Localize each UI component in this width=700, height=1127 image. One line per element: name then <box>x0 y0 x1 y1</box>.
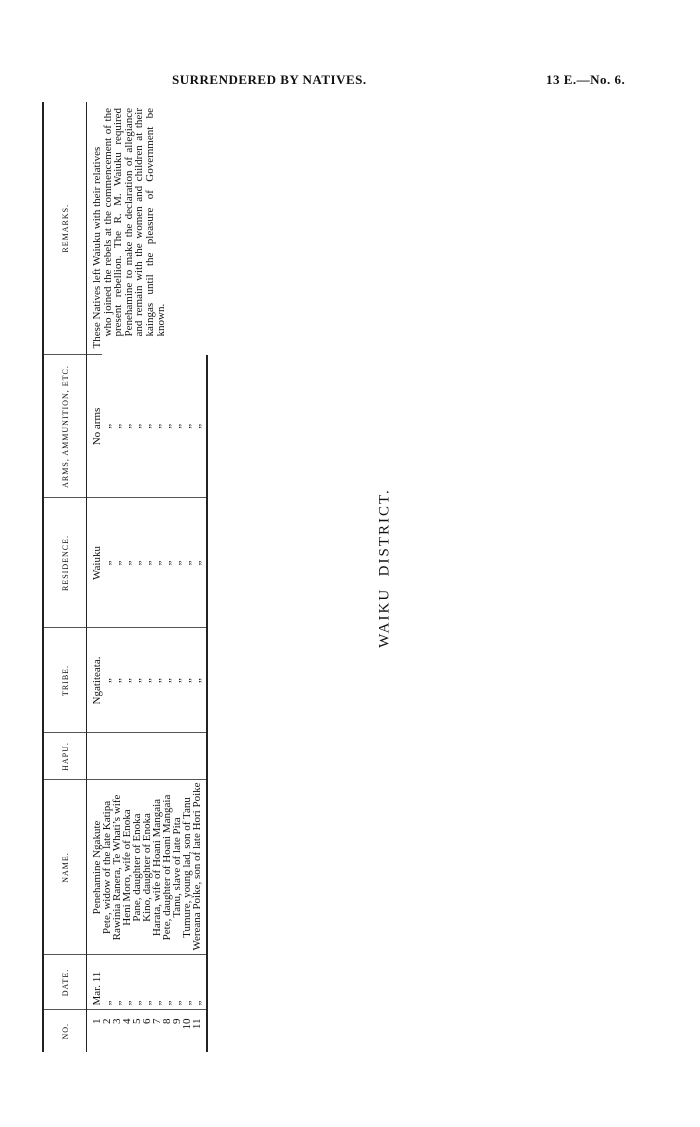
row-hapu <box>162 733 172 780</box>
page-reference: 13 E.—No. 6. <box>546 72 626 87</box>
row-tribe: „ <box>182 628 192 733</box>
row-hapu <box>182 733 192 780</box>
row-hapu <box>142 733 152 780</box>
row-date: „ <box>172 955 182 1010</box>
row-date: „ <box>122 955 132 1010</box>
row-tribe: „ <box>122 628 132 733</box>
rotated-table-container <box>42 102 250 1052</box>
row-number: 6 <box>142 1010 152 1052</box>
column-header-tribe: TRIBE. <box>43 628 87 733</box>
row-number: 4 <box>122 1010 132 1052</box>
row-hapu <box>132 733 142 780</box>
row-number: 8 <box>162 1010 172 1052</box>
row-date: „ <box>192 955 207 1010</box>
row-name: Wereana Poike, son of late Hori Poike <box>192 780 207 955</box>
row-date: „ <box>162 955 172 1010</box>
row-tribe: „ <box>172 628 182 733</box>
row-number: 10 <box>182 1010 192 1052</box>
row-arms: „ <box>171 423 183 429</box>
row-arms: „ <box>121 423 133 429</box>
row-hapu <box>102 733 112 780</box>
table-body <box>87 102 208 1052</box>
row-residence: „ <box>112 498 122 628</box>
district-title: WAIKU DISTRICT. <box>376 488 393 648</box>
row-hapu <box>122 733 132 780</box>
row-arms: „ <box>161 423 173 429</box>
row-name: Pete, widow of the late Katipa <box>102 780 112 955</box>
table-header-row <box>43 102 87 1052</box>
row-residence: „ <box>132 498 142 628</box>
row-residence: „ <box>102 498 112 628</box>
row-tribe: „ <box>102 628 112 733</box>
row-date: „ <box>182 955 192 1010</box>
row-tribe: „ <box>142 628 152 733</box>
row-name: Tumure, young lad, son of Tanu <box>182 780 192 955</box>
row-name: Kino, daughter of Enoka <box>142 780 152 955</box>
row-name: Pete, daughter of Hoani Mangaia <box>162 780 172 955</box>
running-title: SURRENDERED BY NATIVES. <box>172 72 367 87</box>
remarks-continuation: who joined the rebels at the commencement of the present rebellion. The R. M. Waiuku required Penehamine to make the declaration of allegiance and remain with the women and children at their kaingas until the pleasure of Government be known. <box>101 108 167 337</box>
row-tribe: „ <box>152 628 162 733</box>
row-residence: Waiuku <box>87 498 103 628</box>
column-header-arms: ARMS, AMMUNITION, ETC. <box>43 355 87 498</box>
row-residence: „ <box>142 498 152 628</box>
row-hapu <box>112 733 122 780</box>
row-tribe: „ <box>192 628 207 733</box>
row-number: 5 <box>132 1010 142 1052</box>
row-name: Pane, daughter of Enoka <box>132 780 142 955</box>
column-header-residence: RESIDENCE. <box>43 498 87 628</box>
remarks-first-line: These Natives left Waiuku with their relatives <box>91 146 103 349</box>
row-date: „ <box>142 955 152 1010</box>
row-number: 3 <box>112 1010 122 1052</box>
row-arms: „ <box>192 355 207 498</box>
column-header-date: DATE. <box>43 955 87 1010</box>
row-name: Penehamine Ngakute <box>87 780 103 955</box>
row-arms: „ <box>111 423 123 429</box>
row-name: Harata, wife of Hoani Mangaia <box>152 780 162 955</box>
row-residence: „ <box>182 498 192 628</box>
row-name: Tanu, slave of late Pita <box>172 780 182 955</box>
column-header-hapu: HAPU. <box>43 733 87 780</box>
row-date: „ <box>112 955 122 1010</box>
row-arms: „ <box>141 423 153 429</box>
column-header-name: NAME. <box>43 780 87 955</box>
column-header-remarks: REMARKS. <box>43 102 87 355</box>
row-arms: No arms <box>87 355 103 498</box>
row-date: „ <box>152 955 162 1010</box>
row-tribe: Ngatiteata. <box>87 628 103 733</box>
row-date: „ <box>132 955 142 1010</box>
row-name: Rawinia Ranera, Te Whati’s wife <box>112 780 122 955</box>
row-tribe: „ <box>162 628 172 733</box>
row-number: 2 <box>102 1010 112 1052</box>
table-row <box>87 102 103 1052</box>
row-number: 1 <box>87 1010 103 1052</box>
column-header-no: NO. <box>43 1010 87 1052</box>
row-number: 11 <box>192 1010 207 1052</box>
row-number: 7 <box>152 1010 162 1052</box>
row-arms: „ <box>131 423 143 429</box>
row-arms: „ <box>101 423 113 429</box>
remarks-cell <box>87 102 208 355</box>
row-tribe: „ <box>112 628 122 733</box>
row-residence: „ <box>152 498 162 628</box>
row-date: „ <box>102 955 112 1010</box>
row-tribe: „ <box>132 628 142 733</box>
row-hapu <box>152 733 162 780</box>
row-residence: „ <box>122 498 132 628</box>
row-date: Mar. 11 <box>87 955 103 1010</box>
row-number: 9 <box>172 1010 182 1052</box>
row-hapu <box>192 733 207 780</box>
row-arms: „ <box>181 423 193 429</box>
row-residence: „ <box>192 498 207 628</box>
row-hapu <box>87 733 103 780</box>
row-name: Heni Moro, wife of Enoka <box>122 780 132 955</box>
surrender-table <box>42 102 208 1052</box>
row-residence: „ <box>162 498 172 628</box>
row-residence: „ <box>172 498 182 628</box>
row-hapu <box>172 733 182 780</box>
row-arms: „ <box>151 423 163 429</box>
